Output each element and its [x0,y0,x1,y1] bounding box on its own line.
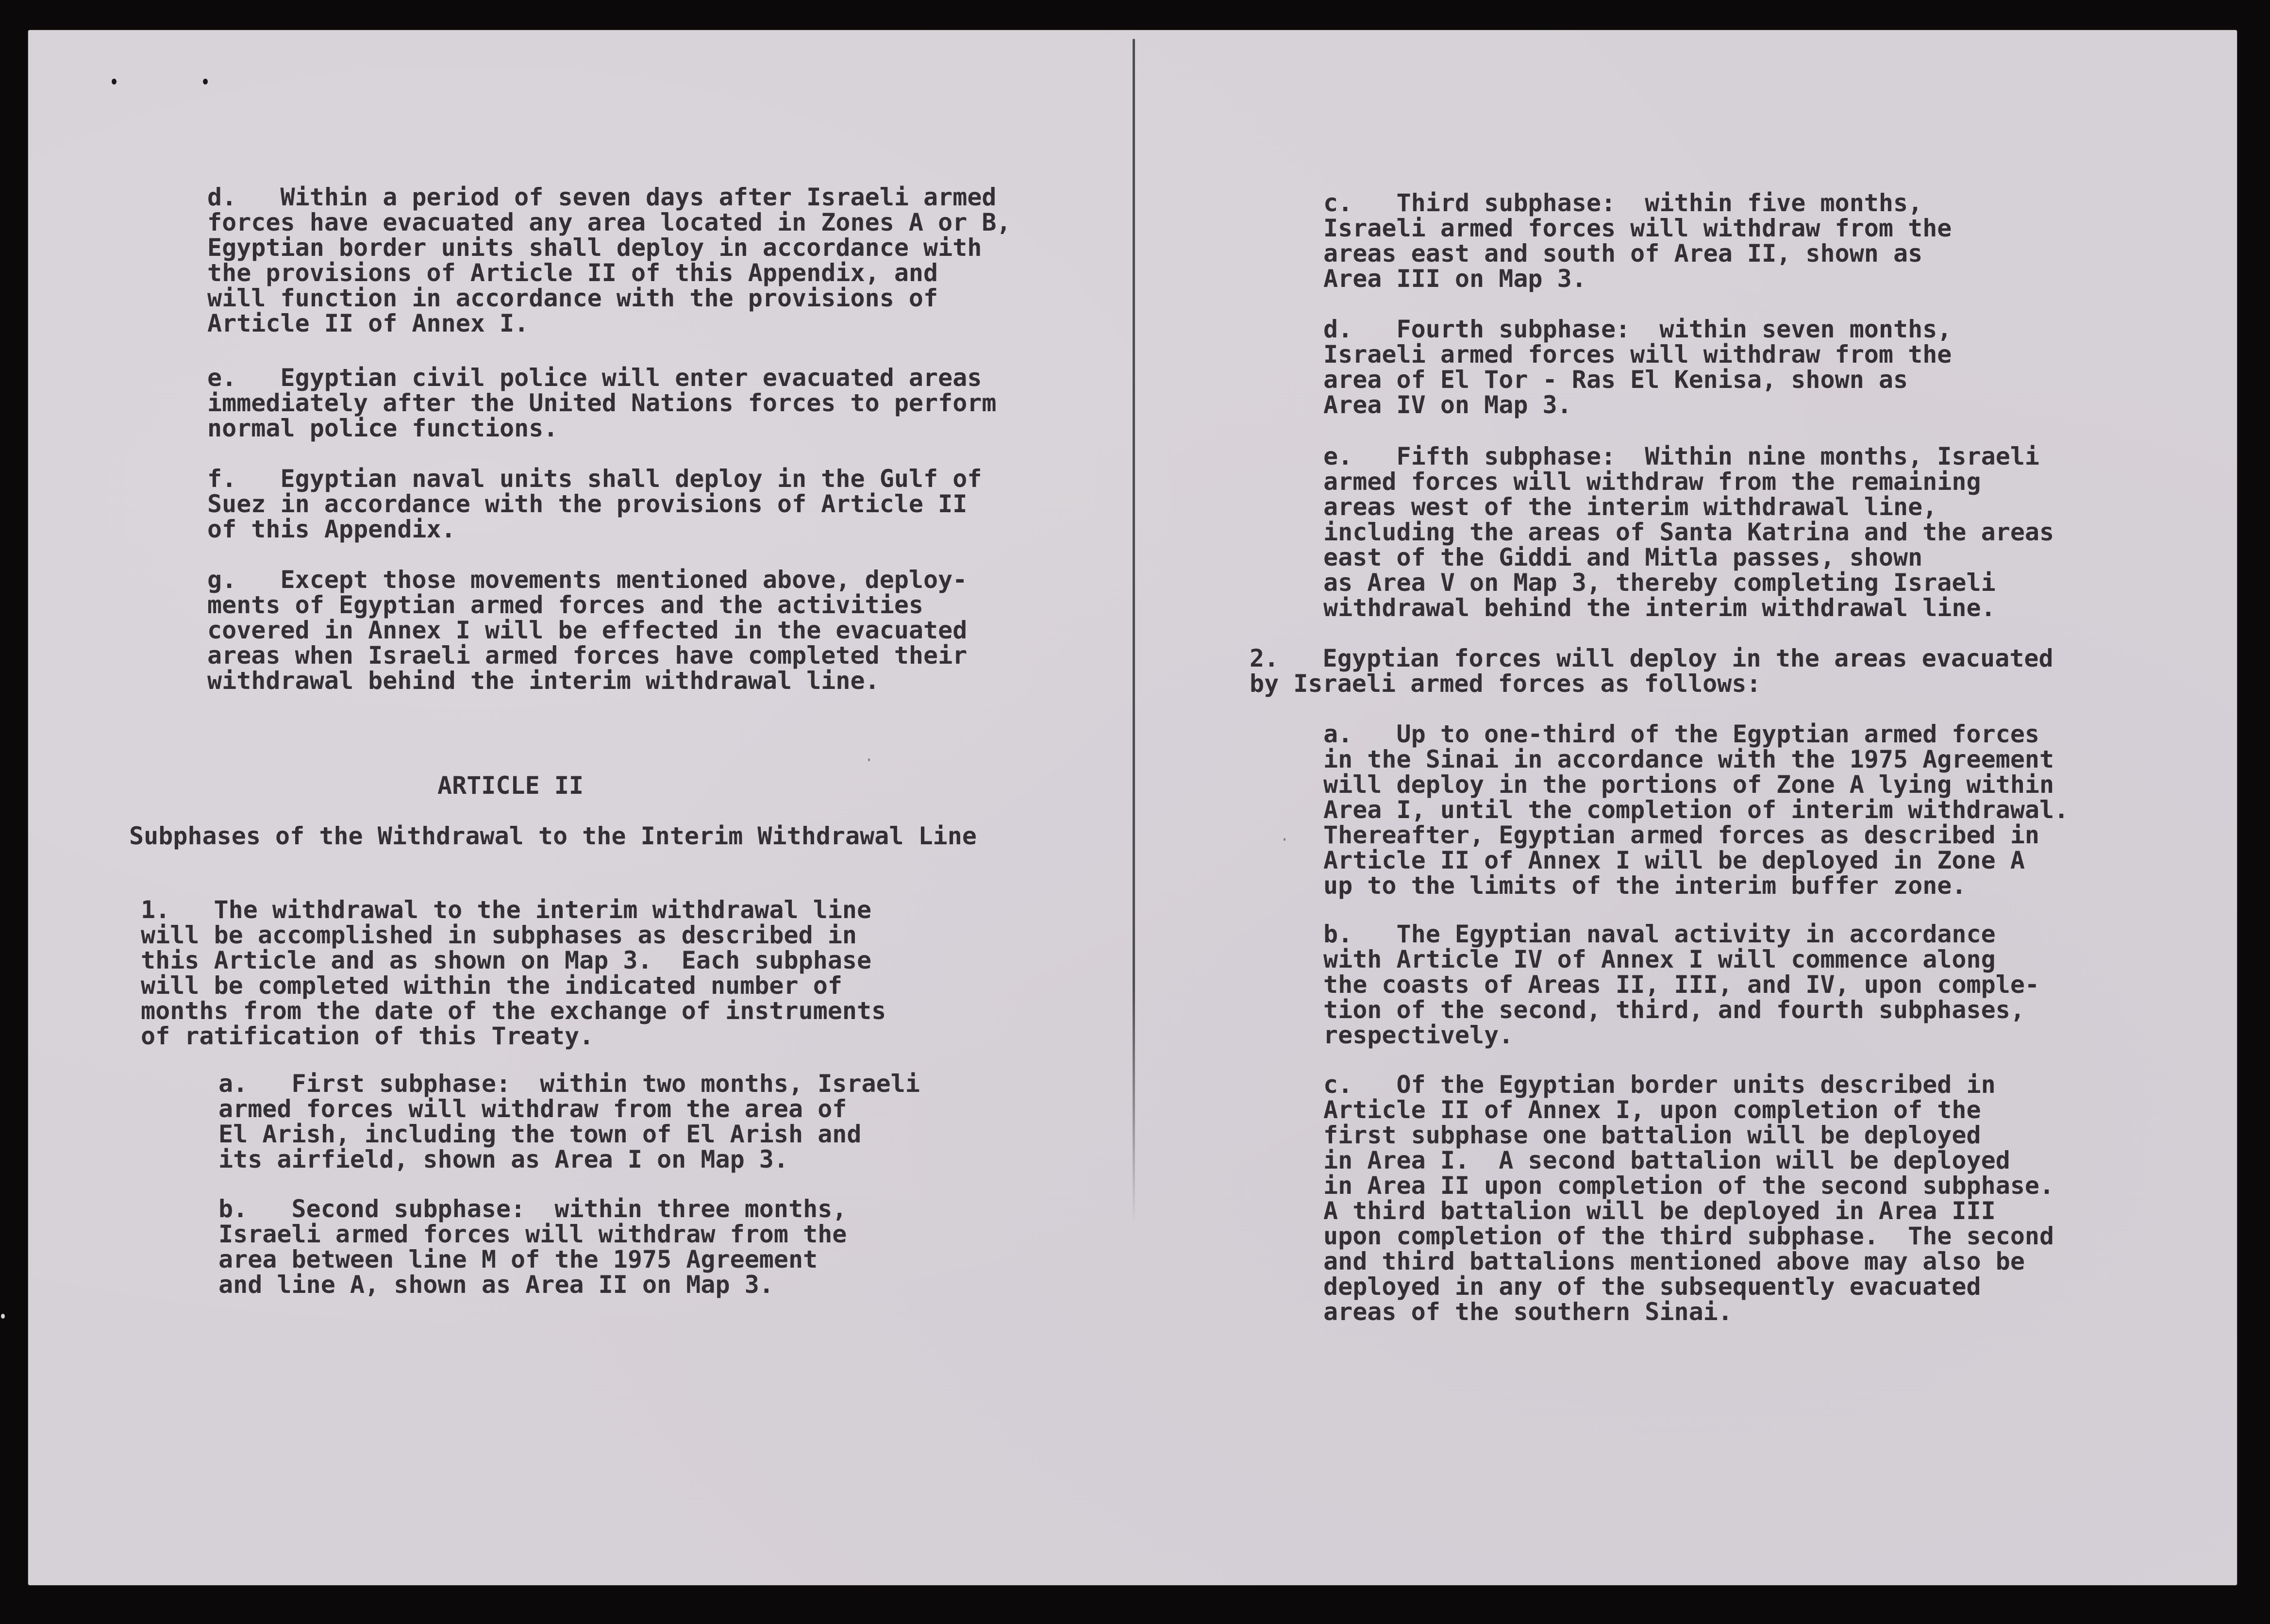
text-line: Thereafter, Egyptian armed forces as described in [1323,821,2040,849]
deployment-b [1323,921,2039,1048]
text-line: in Area II upon completion of the second subphase. [1323,1172,2054,1200]
text-line: areas of the southern Sinai. [1323,1298,1733,1326]
text-line: g. Except those movements mentioned above, deploy- [207,566,968,594]
text-line: will function in accordance with the provisions of [207,284,938,312]
text-line: in the Sinai in accordance with the 1975 Agreement [1323,745,2054,773]
text-line: normal police functions. [207,414,558,442]
text-line: its airfield, shown as Area I on Map 3. [218,1145,788,1173]
text-line: immediately after the United Nations forces to perform [207,389,997,417]
text-line: up to the limits of the interim buffer zone. [1323,871,1967,900]
text-line: areas east and south of Area II, shown as [1323,239,1923,268]
text-line: withdrawal behind the interim withdrawal line. [1323,594,1996,622]
subphase-d [1323,317,1952,418]
text-line: Article II of Annex I. [207,309,529,337]
text-line: withdrawal behind the interim withdrawal line. [207,667,880,695]
text-line: Israeli armed forces will withdraw from the [218,1220,847,1248]
text-line: f. Egyptian naval units shall deploy in the Gulf of [207,465,982,493]
text-line: Area III on Map 3. [1323,265,1586,293]
text-line: ments of Egyptian armed forces and the activities [207,591,924,619]
article-heading: ARTICLE II [437,771,584,800]
text-line: c. Third subphase: within five months, [1323,189,1923,217]
text-line: the provisions of Article II of this Appendix, and [207,259,938,287]
text-line: areas when Israeli armed forces have completed their [207,641,968,670]
text-line: c. Of the Egyptian border units described in [1323,1071,1996,1099]
deployment-a [1323,721,2069,898]
subphase-e [1323,444,2054,620]
subphase-c [1323,190,1952,291]
text-line: b. Second subphase: within three months, [218,1195,847,1223]
text-line: including the areas of Santa Katrina and the areas [1323,518,2054,546]
text-line: b. The Egyptian naval activity in accordance [1323,920,1996,948]
text-line: first subphase one battalion will be deployed [1323,1121,1981,1149]
text-line: of ratification of this Treaty. [141,1022,594,1050]
text-line: this Article and as shown on Map 3. Each subphase [141,946,872,974]
background-speck [1,1314,5,1319]
text-line: armed forces will withdraw from the remaining [1323,468,1981,496]
text-line: upon completion of the third subphase. The second [1323,1222,2054,1250]
text-line: east of the Giddi and Mitla passes, shown [1323,543,1923,571]
text-line: of this Appendix. [207,515,456,543]
subphase-b [218,1196,847,1297]
text-line: Israeli armed forces will withdraw from the [1323,214,1952,242]
text-line: d. Fourth subphase: within seven months, [1323,315,1952,343]
subphase-a [218,1071,920,1172]
deployment-c [1323,1072,2054,1324]
text-line: will be completed within the indicated number of [141,971,842,1000]
text-line: El Arish, including the town of El Arish and [218,1120,862,1148]
column-divider [1133,39,1135,1223]
text-line: in Area I. A second battalion will be deployed [1323,1146,2010,1174]
text-line: with Article IV of Annex I will commence along [1323,945,1996,973]
text-line: area between line M of the 1975 Agreement [218,1245,818,1273]
speck [1284,838,1285,841]
text-line: Suez in accordance with the provisions of Article II [207,490,968,518]
article-subtitle: Subphases of the Withdrawal to the Interim Withdrawal Line [129,822,977,850]
text-line: e. Fifth subphase: Within nine months, Israeli [1323,442,2040,470]
text-line: by Israeli armed forces as follows: [1250,670,1761,698]
section-2 [1250,646,2053,696]
text-line: Article II of Annex I, upon completion of the [1323,1096,1981,1124]
text-line: Egyptian border units shall deploy in accordance with [207,234,982,262]
text-line: deployed in any of the subsequently evacuated [1323,1272,1981,1301]
text-line: and line A, shown as Area II on Map 3. [218,1271,774,1299]
text-line: Article II of Annex I will be deployed in Zone A [1323,846,2025,874]
section-1 [141,897,886,1049]
text-line: months from the date of the exchange of instruments [141,997,886,1025]
text-line: covered in Annex I will be effected in the evacuated [207,616,968,644]
text-line: 2. Egyptian forces will deploy in the areas evacuated [1250,644,2053,672]
text-line: A third battalion will be deployed in Area III [1323,1197,1996,1225]
paragraph-f [207,466,982,542]
text-line: tion of the second, third, and fourth subphases, [1323,996,2025,1024]
punch-mark-right [203,79,208,84]
text-line: a. First subphase: within two months, Israeli [218,1070,920,1098]
document-page [28,30,2237,1585]
text-line: forces have evacuated any area located in Zones A or B, [207,208,1011,236]
text-line: will be accomplished in subphases as described in [141,921,857,949]
text-line: Area IV on Map 3. [1323,391,1572,419]
speck [868,758,870,761]
text-line: a. Up to one-third of the Egyptian armed forces [1323,720,2040,748]
text-line: 1. The withdrawal to the interim withdrawal line [141,896,872,924]
text-line: and third battalions mentioned above may also be [1323,1247,2025,1275]
text-line: Israeli armed forces will withdraw from the [1323,340,1952,368]
text-line: the coasts of Areas II, III, and IV, upon comple- [1323,971,2040,999]
text-line: e. Egyptian civil police will enter evacuated areas [207,364,982,392]
paragraph-g [207,567,967,693]
punch-mark-left [112,79,117,84]
paragraph-e [207,365,997,441]
text-line: area of El Tor - Ras El Kenisa, shown as [1323,366,1908,394]
text-line: will deploy in the portions of Zone A lying within [1323,770,2054,799]
text-line: areas west of the interim withdrawal line, [1323,493,1937,521]
text-line: respectively. [1323,1021,1514,1049]
paragraph-d [207,184,1011,336]
text-line: d. Within a period of seven days after Israeli armed [207,183,997,211]
text-line: as Area V on Map 3, thereby completing Israeli [1323,569,1996,597]
text-line: Area I, until the completion of interim withdrawal. [1323,796,2069,824]
text-line: armed forces will withdraw from the area of [218,1095,847,1123]
